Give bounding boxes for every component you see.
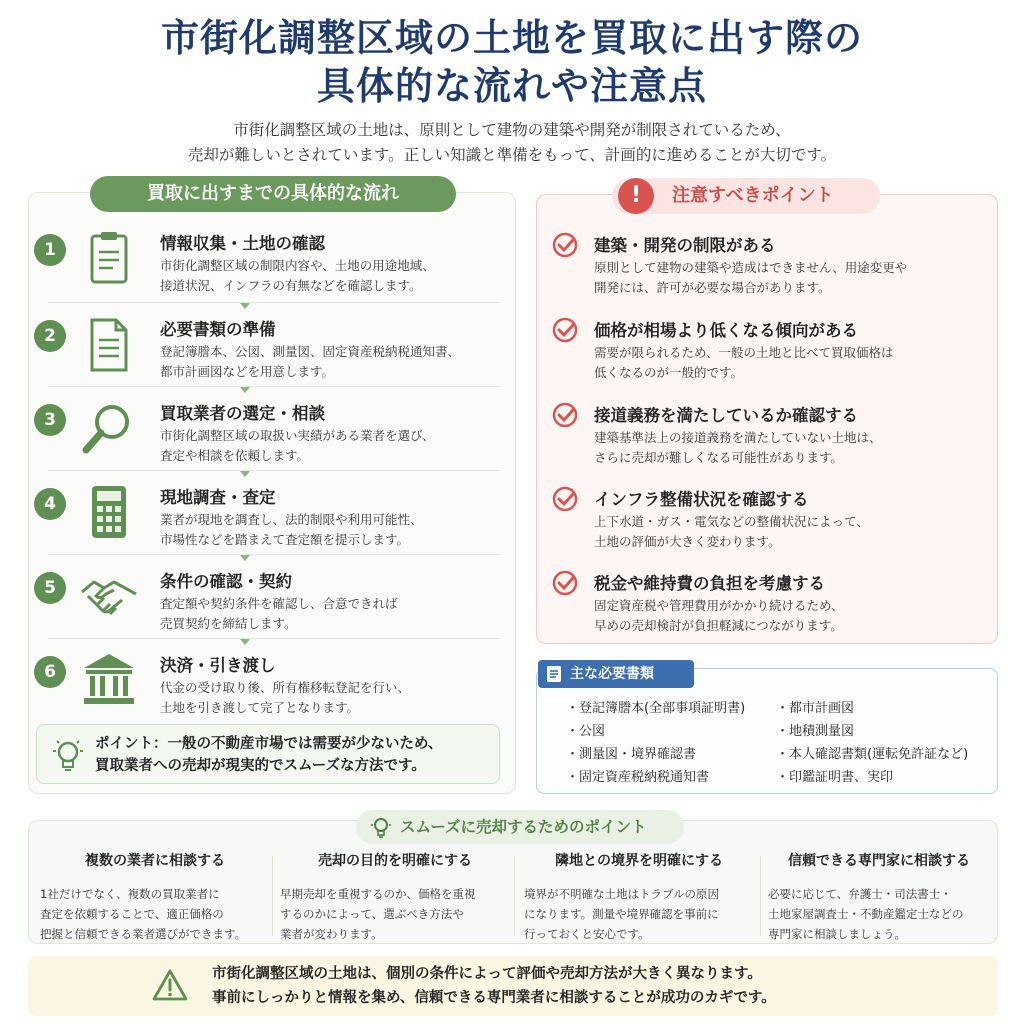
smooth-point-line: 把握と信頼できる業者選びができます。 bbox=[40, 927, 247, 941]
smooth-point-line: 土地家屋調査士・不動産鑑定士などの bbox=[768, 907, 964, 921]
documents-heading-text: 主な必要書類 bbox=[570, 666, 654, 682]
divider bbox=[48, 302, 500, 303]
divider bbox=[48, 638, 500, 639]
step-title: 決済・引き渡し bbox=[160, 656, 276, 675]
warning-triangle-icon bbox=[152, 968, 188, 1002]
caution-item bbox=[550, 566, 990, 650]
caution-title: 価格が相場より低くなる傾向がある bbox=[594, 321, 858, 340]
caution-title: 税金や維持費の負担を考慮する bbox=[594, 574, 825, 593]
caution-heading-text: 注意すべきポイント bbox=[672, 185, 834, 206]
step-title: 現地調査・査定 bbox=[160, 488, 276, 507]
smooth-point-title: 信頼できる専門家に相談する bbox=[788, 853, 970, 869]
smooth-point-body bbox=[524, 884, 754, 944]
caution-desc-line: 固定資産税や管理費用がかかり続けるため、 bbox=[594, 598, 844, 613]
caution-description bbox=[594, 512, 984, 552]
document-item: ・印鑑証明書、実印 bbox=[776, 770, 894, 785]
flow-step bbox=[30, 564, 510, 648]
document-item: ・都市計画図 bbox=[776, 701, 855, 716]
step-description bbox=[160, 342, 505, 382]
smooth-point-line: 行っておくと安心です。 bbox=[524, 927, 650, 941]
step-number: 3 bbox=[34, 404, 66, 436]
clipboard-icon bbox=[78, 228, 140, 290]
step-desc-line: 市場性などを踏まえて査定額を提示します。 bbox=[160, 532, 410, 547]
caution-desc-line: 需要が限られるため、一般の土地と比べて買取価格は bbox=[594, 345, 894, 360]
step-title: 買取業者の選定・相談 bbox=[160, 404, 325, 423]
smooth-point-body bbox=[40, 884, 270, 944]
flow-step bbox=[30, 396, 510, 480]
document-item: ・本人確認書類(運転免許証など) bbox=[776, 747, 969, 762]
step-number: 2 bbox=[34, 320, 66, 352]
flow-step bbox=[30, 226, 510, 310]
smooth-sale-heading-text: スムーズに売却するためのポイント bbox=[400, 818, 647, 836]
caution-description bbox=[594, 428, 984, 468]
down-arrow-icon bbox=[240, 387, 250, 393]
caution-desc-line: 上下水道・ガス・電気などの整備状況によって、 bbox=[594, 514, 869, 529]
smooth-point-body bbox=[280, 884, 510, 944]
smooth-point-column bbox=[280, 850, 510, 944]
summary-warning-box bbox=[28, 956, 998, 1016]
caution-title: 接道義務を満たしているか確認する bbox=[594, 406, 858, 425]
smooth-sale-heading bbox=[356, 810, 684, 844]
down-arrow-icon bbox=[240, 471, 250, 477]
down-arrow-icon bbox=[240, 555, 250, 561]
document-icon bbox=[78, 314, 140, 376]
intro-line2: 売却が難しいとされています。正しい知識と準備をもって、計画的に進めることが大切です。 bbox=[187, 146, 837, 164]
column-divider bbox=[272, 856, 273, 936]
smooth-point-line: するのかによって、選ぶべき方法や bbox=[280, 907, 464, 921]
divider bbox=[48, 554, 500, 555]
step-desc-line: 市街化調整区域の制限内容や、土地の用途地域、 bbox=[160, 258, 435, 273]
caution-item bbox=[550, 313, 990, 397]
page-title-line1: 市街化調整区域の土地を買取に出す際の bbox=[160, 16, 863, 60]
tip-line: 買取業者への売却が現実的でスムーズな方法です。 bbox=[95, 758, 426, 774]
step-number: 4 bbox=[34, 488, 66, 520]
smooth-point-line: 業者が変わります。 bbox=[280, 927, 383, 941]
document-item: ・公図 bbox=[566, 724, 606, 739]
smooth-point-line: 必要に応じて、弁護士・司法書士・ bbox=[768, 887, 952, 901]
lightbulb-icon bbox=[51, 737, 85, 773]
smooth-point-title: 複数の業者に相談する bbox=[85, 853, 225, 869]
summary-line: 事前にしっかりと情報を集め、信頼できる専門業者に相談することが成功のカギです。 bbox=[212, 990, 776, 1006]
handshake-icon bbox=[78, 566, 140, 628]
step-desc-line: 査定額や契約条件を確認し、合意できれば bbox=[160, 596, 398, 611]
step-number: 6 bbox=[34, 656, 66, 688]
caution-desc-line: 土地の評価が大きく変わります。 bbox=[594, 534, 781, 549]
step-description bbox=[160, 256, 505, 296]
intro-line1: 市街化調整区域の土地は、原則として建物の建築や開発が制限されているため、 bbox=[233, 121, 791, 139]
check-circle-icon bbox=[552, 570, 578, 596]
lightbulb-icon bbox=[370, 815, 392, 839]
caution-item bbox=[550, 228, 990, 312]
down-arrow-icon bbox=[240, 303, 250, 309]
divider bbox=[48, 386, 500, 387]
step-desc-line: 市街化調整区域の取扱い実績がある業者を選び、 bbox=[160, 428, 435, 443]
step-description bbox=[160, 678, 505, 718]
column-divider bbox=[514, 856, 515, 936]
step-description bbox=[160, 510, 505, 550]
down-arrow-icon bbox=[240, 639, 250, 645]
check-circle-icon bbox=[552, 402, 578, 428]
point-tip-box bbox=[36, 724, 500, 784]
caution-heading bbox=[612, 178, 880, 214]
step-desc-line: 査定や相談を依頼します。 bbox=[160, 448, 310, 463]
check-circle-icon bbox=[552, 317, 578, 343]
caution-desc-line: さらに売却が難しくなる可能性があります。 bbox=[594, 450, 844, 465]
caution-title: 建築・開発の制限がある bbox=[594, 236, 776, 255]
caution-desc-line: 低くなるのが一般的です。 bbox=[594, 365, 744, 380]
caution-description bbox=[594, 258, 984, 298]
step-number: 5 bbox=[34, 572, 66, 604]
calculator-icon bbox=[78, 482, 140, 544]
smooth-point-column bbox=[768, 850, 990, 944]
step-desc-line: 都市計画図などを用意します。 bbox=[160, 364, 335, 379]
caution-desc-line: 原則として建物の建築や造成はできません、用途変更や bbox=[594, 260, 908, 275]
smooth-point-line: 1社だけでなく、複数の買取業者に bbox=[40, 887, 220, 901]
step-desc-line: 業者が現地を調査し、法的制限や利用可能性、 bbox=[160, 512, 423, 527]
tip-text bbox=[95, 733, 442, 777]
intro-text bbox=[0, 118, 1024, 168]
step-title: 必要書類の準備 bbox=[160, 320, 276, 339]
caution-desc-line: 開発には、許可が必要な場合があります。 bbox=[594, 280, 831, 295]
smooth-point-line: 早期売却を重視するのか、価格を重視 bbox=[280, 887, 476, 901]
document-item: ・測量図・境界確認書 bbox=[566, 747, 697, 762]
check-circle-icon bbox=[552, 232, 578, 258]
step-desc-line: 土地を引き渡して完了となります。 bbox=[160, 700, 360, 715]
document-item: ・地積測量図 bbox=[776, 724, 855, 739]
step-description bbox=[160, 426, 505, 466]
smooth-point-line: 専門家に相談しましょう。 bbox=[768, 927, 906, 941]
bank-icon bbox=[78, 650, 140, 712]
summary-text bbox=[212, 962, 776, 1010]
document-list-icon bbox=[546, 665, 562, 683]
summary-line: 市街化調整区域の土地は、個別の条件によって評価や売却方法が大きく異なります。 bbox=[212, 966, 762, 982]
column-divider bbox=[760, 856, 761, 936]
step-title: 条件の確認・契約 bbox=[160, 572, 292, 591]
step-desc-line: 代金の受け取り後、所有権移転登記を行い、 bbox=[160, 680, 411, 695]
caution-desc-line: 建築基準法上の接道義務を満たしていない土地は、 bbox=[594, 430, 882, 445]
step-desc-line: 接道状況、インフラの有無などを確認します。 bbox=[160, 278, 422, 293]
smooth-point-line: 境界が不明確な土地はトラブルの原因 bbox=[524, 887, 720, 901]
smooth-point-column bbox=[40, 850, 270, 944]
flow-step bbox=[30, 312, 510, 396]
divider bbox=[48, 470, 500, 471]
tip-line: ポイント：一般の不動産市場では需要が少ないため、 bbox=[95, 736, 443, 752]
smooth-point-title: 売却の目的を明確にする bbox=[318, 853, 472, 869]
magnifier-icon bbox=[78, 398, 140, 460]
caution-item bbox=[550, 482, 990, 566]
caution-description bbox=[594, 596, 984, 636]
smooth-point-title: 隣地との境界を明確にする bbox=[555, 853, 723, 869]
document-item: ・固定資産税納税通知書 bbox=[566, 770, 710, 785]
documents-heading bbox=[538, 660, 694, 688]
smooth-point-line: になります。測量や境界確認を事前に bbox=[524, 907, 719, 921]
check-circle-icon bbox=[552, 486, 578, 512]
caution-title: インフラ整備状況を確認する bbox=[594, 490, 809, 509]
flow-step bbox=[30, 648, 510, 732]
step-title: 情報収集・土地の確認 bbox=[160, 234, 325, 253]
smooth-point-column bbox=[524, 850, 754, 944]
caution-description bbox=[594, 343, 984, 383]
step-desc-line: 売買契約を締結します。 bbox=[160, 616, 297, 631]
page-title-line2: 具体的な流れや注意点 bbox=[316, 64, 707, 108]
flow-step bbox=[30, 480, 510, 564]
smooth-point-line: 査定を依頼することで、適正価格の bbox=[40, 907, 224, 921]
page-title bbox=[0, 14, 1024, 110]
document-item: ・登記簿謄本(全部事項証明書) bbox=[566, 701, 746, 716]
caution-desc-line: 早めの売却検討が負担軽減につながります。 bbox=[594, 618, 843, 633]
caution-item bbox=[550, 398, 990, 482]
smooth-point-body bbox=[768, 884, 990, 944]
step-description bbox=[160, 594, 505, 634]
step-desc-line: 登記簿謄本、公図、測量図、固定資産税納税通知書、 bbox=[160, 344, 461, 359]
flow-heading: 買取に出すまでの具体的な流れ bbox=[90, 176, 456, 212]
exclamation-icon: ! bbox=[618, 178, 654, 214]
step-number: 1 bbox=[34, 234, 66, 266]
